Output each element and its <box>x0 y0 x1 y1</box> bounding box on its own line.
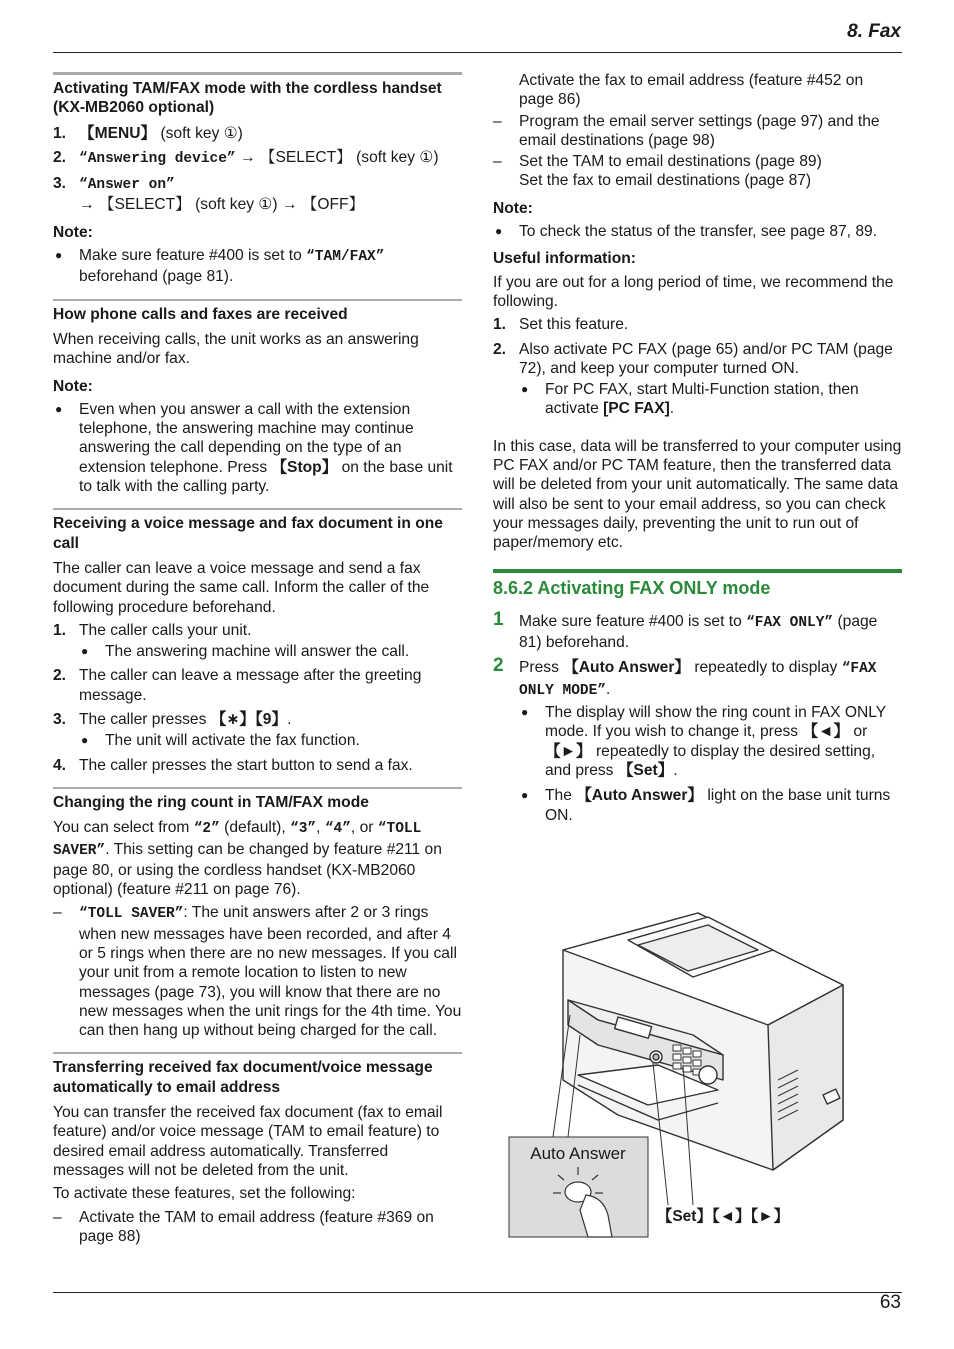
sub-item: ● The answering machine will answer the call. <box>79 642 462 661</box>
section-title: Changing the ring count in TAM/FAX mode <box>53 793 369 811</box>
section-title: Activating TAM/FAX mode with the cordless handset (KX-MB2060 optional) <box>53 80 442 117</box>
fax-only-steps <box>493 608 902 825</box>
section-ring-count <box>53 787 462 1041</box>
step-text: (soft key ①) <box>156 124 243 142</box>
useful-info-label: Useful information: <box>493 250 636 268</box>
step-list <box>493 315 902 418</box>
display-text: “Answer on” <box>79 177 175 194</box>
note-list <box>493 222 902 241</box>
step-list <box>53 124 462 215</box>
note-item: ● Even when you answer a call with the extension telephone, the answering machine may continue answering the call depending on the type of an extension telephone. Press 【Stop】 on the base unit to talk with the calling party. <box>53 400 462 496</box>
section-title: Transferring received fax document/voice message automatically to email address <box>53 1059 433 1096</box>
sub-item: ● The 【Auto Answer】 light on the base unit turns ON. <box>519 786 902 825</box>
paragraph: To activate these features, set the following: <box>53 1185 356 1203</box>
paragraph: If you are out for a long period of time, we recommend the following. <box>493 273 894 310</box>
paragraph: When receiving calls, the unit works as an answering machine and/or fax. <box>53 330 419 368</box>
menu-key: 【MENU】 <box>79 124 157 142</box>
dash-item: – Activate the TAM to email address (feature #369 on page 88) <box>53 1208 462 1247</box>
step-text: → 【SELECT】 (soft key ①) <box>235 148 439 166</box>
dash-list <box>493 71 902 191</box>
dash-continuation: Activate the fax to email address (feature #452 on page 86) <box>519 72 864 109</box>
section-title: How phone calls and faxes are received <box>53 305 348 323</box>
note-item: ● Make sure feature #400 is set to “TAM/FAX” beforehand (page 81). <box>53 246 462 287</box>
step-item: 1. The caller calls your unit. ● The answering machine will answer the call. <box>53 621 462 662</box>
dash-item: – “TOLL SAVER”: The unit answers after 2 or 3 rings when new messages have been recorded, and after 4 or 5 rings when there are no new messages. If you call your unit from a remote location to listen to new messages (page 73), you will know that there are no new messages when the unit rings for the 4th time. You can then hang up without being charged for the call. <box>53 903 462 1040</box>
right-column <box>493 71 902 831</box>
paragraph: The caller can leave a voice message and send a fax document during the same call. Inform the caller of the following procedure beforehand. <box>53 559 430 616</box>
keys-label: 【Set】【◄】【►】 <box>656 1208 790 1225</box>
section-heading: 8.6.2 Activating FAX ONLY mode <box>493 577 771 598</box>
step-item: 2. The caller can leave a message after the greeting message. <box>53 667 422 704</box>
step-item: 2 Press 【Auto Answer】 repeatedly to display “FAX ONLY MODE”. ● The display will show the ring count in FAX ONLY mode. If you wish to change it, press 【◄】 or 【►】 repeatedly to display the desired setting, and press 【Set】. ● The 【Auto Answer】 light on the base unit turns ON. <box>493 658 902 824</box>
printer-figure <box>508 905 858 1240</box>
note-list <box>53 246 462 287</box>
dash-list <box>53 1208 462 1247</box>
dash-list <box>53 903 462 1040</box>
note-item: ● To check the status of the transfer, see page 87, 89. <box>493 222 902 241</box>
section-rule <box>493 569 902 573</box>
sub-item: ● For PC FAX, start Multi-Function station, then activate [PC FAX]. <box>519 380 902 419</box>
section-voice-and-fax <box>53 508 462 775</box>
dash-item: – Set the TAM to email destinations (page 89) Set the fax to email destinations (page 87) <box>493 152 902 191</box>
header-rule <box>53 52 902 53</box>
note-label: Note: <box>53 377 93 395</box>
step-item: 3. The caller presses 【∗】【9】. ● The unit will activate the fax function. <box>53 710 462 751</box>
step-item: 1 Make sure feature #400 is set to “FAX ONLY” (page 81) beforehand. <box>493 608 878 652</box>
section-title: Receiving a voice message and fax document in one call <box>53 515 443 552</box>
display-text: “Answering device” <box>79 150 236 167</box>
page-number: 63 <box>879 1292 901 1313</box>
step-list <box>53 621 462 775</box>
paragraph: You can transfer the received fax document (fax to email feature) and/or voice message (TAM to email feature) to desired email address automatically. Transferred messages will not be deleted from the unit. <box>53 1104 443 1179</box>
section-email-transfer <box>53 1052 462 1246</box>
section-activate-tam-fax <box>53 72 462 287</box>
callout-label: Auto Answer <box>530 1144 626 1163</box>
sub-item: ● The unit will activate the fax function. <box>79 731 462 750</box>
paragraph: You can select from “2” (default), “3”, “4”, or “TOLL SAVER”. This setting can be changed by feature #211 on page 80, or using the cordless handset (KX-MB2060 optional) (feature #211 on page 76). <box>53 819 442 899</box>
left-column <box>53 72 462 1248</box>
step-item: 1. Set this feature. <box>493 316 629 334</box>
note-label: Note: <box>53 223 93 241</box>
sub-item: ● The display will show the ring count in FAX ONLY mode. If you wish to change it, press 【◄】 or 【►】 repeatedly to display the desired setting, and press 【Set】. <box>519 703 902 780</box>
step-item: 1. 【MENU】 (soft key ①) <box>53 124 243 142</box>
note-list <box>53 400 462 496</box>
step-item: 4. The caller presses the start button to send a fax. <box>53 756 413 774</box>
dash-item: – Program the email server settings (page 97) and the email destinations (page 98) <box>493 112 902 151</box>
step-item: 3. “Answer on” → 【SELECT】 (soft key ①) → 【OFF】 <box>53 175 365 214</box>
step-text: → 【SELECT】 (soft key ①) → 【OFF】 <box>79 196 365 214</box>
step-item: 2. Also activate PC FAX (page 65) and/or PC TAM (page 72), and keep your computer turned ON. ● For PC FAX, start Multi-Function station, then activate [PC FAX]. <box>493 340 902 419</box>
note-label: Note: <box>493 199 533 217</box>
step-item: 2. “Answering device” → 【SELECT】 (soft key ①) <box>53 148 439 167</box>
paragraph: In this case, data will be transferred to your computer using PC FAX and/or PC TAM feature, then the transferred data will be deleted from your unit automatically. The same data will also be sent to your email address, so you can check your messages daily, preventing the unit to run out of paper/memory etc. <box>493 437 902 552</box>
footer-rule <box>53 1292 902 1293</box>
header-title: 8. Fax <box>847 21 901 42</box>
section-how-calls-received <box>53 299 462 497</box>
